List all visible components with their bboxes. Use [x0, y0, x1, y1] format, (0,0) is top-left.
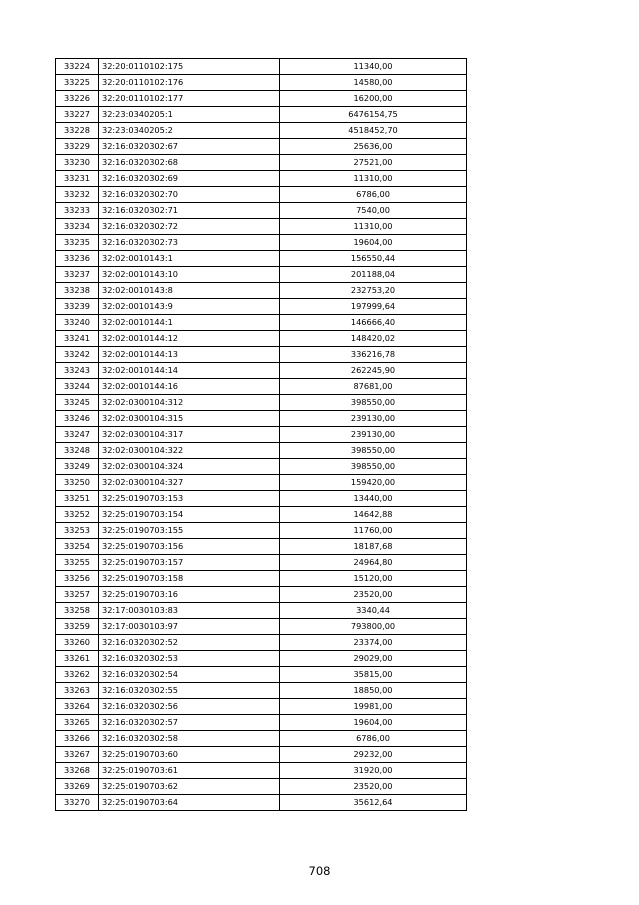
value-cell: 19981,00 [280, 699, 467, 715]
value-cell: 239130,00 [280, 427, 467, 443]
value-cell: 16200,00 [280, 91, 467, 107]
table-row [56, 139, 467, 155]
value-cell: 23520,00 [280, 587, 467, 603]
cadastral-number-cell: 32:02:0010143:8 [99, 283, 280, 299]
cadastral-number-cell: 32:16:0320302:54 [99, 667, 280, 683]
table-row [56, 667, 467, 683]
value-cell: 31920,00 [280, 763, 467, 779]
cadastral-number-cell: 32:25:0190703:153 [99, 491, 280, 507]
value-cell: 27521,00 [280, 155, 467, 171]
value-cell: 18850,00 [280, 683, 467, 699]
value-cell: 4518452,70 [280, 123, 467, 139]
value-cell: 146666,40 [280, 315, 467, 331]
cadastral-number-cell: 32:02:0010143:1 [99, 251, 280, 267]
row-number-cell: 33253 [56, 523, 99, 539]
table-row [56, 619, 467, 635]
data-table [55, 58, 467, 811]
value-cell: 23374,00 [280, 635, 467, 651]
cadastral-number-cell: 32:25:0190703:158 [99, 571, 280, 587]
cadastral-number-cell: 32:25:0190703:60 [99, 747, 280, 763]
table-row [56, 91, 467, 107]
row-number-cell: 33236 [56, 251, 99, 267]
row-number-cell: 33259 [56, 619, 99, 635]
table-row [56, 187, 467, 203]
table-row [56, 795, 467, 811]
value-cell: 262245,90 [280, 363, 467, 379]
table-body [56, 59, 467, 811]
table-row [56, 251, 467, 267]
cadastral-number-cell: 32:25:0190703:62 [99, 779, 280, 795]
table-row [56, 107, 467, 123]
value-cell: 156550,44 [280, 251, 467, 267]
value-cell: 35612,64 [280, 795, 467, 811]
cadastral-number-cell: 32:16:0320302:68 [99, 155, 280, 171]
cadastral-number-cell: 32:16:0320302:57 [99, 715, 280, 731]
row-number-cell: 33233 [56, 203, 99, 219]
cadastral-number-cell: 32:16:0320302:72 [99, 219, 280, 235]
table-row [56, 123, 467, 139]
row-number-cell: 33240 [56, 315, 99, 331]
cadastral-number-cell: 32:16:0320302:58 [99, 731, 280, 747]
value-cell: 6476154,75 [280, 107, 467, 123]
value-cell: 159420,00 [280, 475, 467, 491]
page-number: 708 [308, 864, 331, 878]
cadastral-number-cell: 32:02:0300104:324 [99, 459, 280, 475]
cadastral-number-cell: 32:16:0320302:56 [99, 699, 280, 715]
row-number-cell: 33266 [56, 731, 99, 747]
cadastral-number-cell: 32:02:0010144:14 [99, 363, 280, 379]
cadastral-number-cell: 32:25:0190703:61 [99, 763, 280, 779]
cadastral-number-cell: 32:23:0340205:1 [99, 107, 280, 123]
row-number-cell: 33246 [56, 411, 99, 427]
value-cell: 25636,00 [280, 139, 467, 155]
cadastral-number-cell: 32:02:0010144:16 [99, 379, 280, 395]
value-cell: 15120,00 [280, 571, 467, 587]
row-number-cell: 33235 [56, 235, 99, 251]
table-row [56, 635, 467, 651]
value-cell: 793800,00 [280, 619, 467, 635]
value-cell: 398550,00 [280, 395, 467, 411]
table-row [56, 699, 467, 715]
row-number-cell: 33269 [56, 779, 99, 795]
value-cell: 11340,00 [280, 59, 467, 75]
table-row [56, 475, 467, 491]
cadastral-number-cell: 32:02:0300104:327 [99, 475, 280, 491]
cadastral-number-cell: 32:02:0010143:10 [99, 267, 280, 283]
row-number-cell: 33257 [56, 587, 99, 603]
cadastral-number-cell: 32:16:0320302:70 [99, 187, 280, 203]
cadastral-number-cell: 32:17:0030103:83 [99, 603, 280, 619]
table-row [56, 683, 467, 699]
value-cell: 87681,00 [280, 379, 467, 395]
cadastral-number-cell: 32:16:0320302:73 [99, 235, 280, 251]
value-cell: 7540,00 [280, 203, 467, 219]
value-cell: 6786,00 [280, 731, 467, 747]
table-row [56, 651, 467, 667]
row-number-cell: 33250 [56, 475, 99, 491]
table-row [56, 299, 467, 315]
value-cell: 19604,00 [280, 715, 467, 731]
row-number-cell: 33249 [56, 459, 99, 475]
table-row [56, 155, 467, 171]
table-row [56, 555, 467, 571]
cadastral-number-cell: 32:02:0010144:1 [99, 315, 280, 331]
value-cell: 11310,00 [280, 171, 467, 187]
row-number-cell: 33261 [56, 651, 99, 667]
table-row [56, 571, 467, 587]
row-number-cell: 33244 [56, 379, 99, 395]
value-cell: 6786,00 [280, 187, 467, 203]
cadastral-number-cell: 32:25:0190703:16 [99, 587, 280, 603]
row-number-cell: 33229 [56, 139, 99, 155]
row-number-cell: 33252 [56, 507, 99, 523]
row-number-cell: 33226 [56, 91, 99, 107]
cadastral-number-cell: 32:16:0320302:53 [99, 651, 280, 667]
cadastral-number-cell: 32:25:0190703:156 [99, 539, 280, 555]
row-number-cell: 33243 [56, 363, 99, 379]
row-number-cell: 33260 [56, 635, 99, 651]
table-row [56, 507, 467, 523]
value-cell: 18187,68 [280, 539, 467, 555]
row-number-cell: 33263 [56, 683, 99, 699]
cadastral-number-cell: 32:16:0320302:55 [99, 683, 280, 699]
value-cell: 239130,00 [280, 411, 467, 427]
table-row [56, 763, 467, 779]
cadastral-number-cell: 32:16:0320302:71 [99, 203, 280, 219]
table-row [56, 715, 467, 731]
table-row [56, 587, 467, 603]
table-row [56, 267, 467, 283]
cadastral-number-cell: 32:02:0010144:13 [99, 347, 280, 363]
table-row [56, 747, 467, 763]
cadastral-number-cell: 32:20:0110102:175 [99, 59, 280, 75]
cadastral-number-cell: 32:16:0320302:67 [99, 139, 280, 155]
value-cell: 24964,80 [280, 555, 467, 571]
cadastral-number-cell: 32:02:0300104:315 [99, 411, 280, 427]
row-number-cell: 33264 [56, 699, 99, 715]
cadastral-number-cell: 32:16:0320302:69 [99, 171, 280, 187]
row-number-cell: 33242 [56, 347, 99, 363]
row-number-cell: 33230 [56, 155, 99, 171]
cadastral-number-cell: 32:25:0190703:157 [99, 555, 280, 571]
table-row [56, 779, 467, 795]
table-row [56, 363, 467, 379]
row-number-cell: 33268 [56, 763, 99, 779]
table-row [56, 459, 467, 475]
table-row [56, 443, 467, 459]
row-number-cell: 33227 [56, 107, 99, 123]
value-cell: 14642,88 [280, 507, 467, 523]
row-number-cell: 33232 [56, 187, 99, 203]
row-number-cell: 33254 [56, 539, 99, 555]
cadastral-number-cell: 32:25:0190703:64 [99, 795, 280, 811]
table-row [56, 235, 467, 251]
table-row [56, 171, 467, 187]
value-cell: 201188,04 [280, 267, 467, 283]
row-number-cell: 33267 [56, 747, 99, 763]
cadastral-number-cell: 32:23:0340205:2 [99, 123, 280, 139]
value-cell: 11760,00 [280, 523, 467, 539]
cadastral-number-cell: 32:17:0030103:97 [99, 619, 280, 635]
value-cell: 398550,00 [280, 443, 467, 459]
table-row [56, 491, 467, 507]
row-number-cell: 33241 [56, 331, 99, 347]
cadastral-number-cell: 32:25:0190703:155 [99, 523, 280, 539]
table-row [56, 315, 467, 331]
cadastral-number-cell: 32:25:0190703:154 [99, 507, 280, 523]
value-cell: 13440,00 [280, 491, 467, 507]
row-number-cell: 33251 [56, 491, 99, 507]
row-number-cell: 33270 [56, 795, 99, 811]
row-number-cell: 33247 [56, 427, 99, 443]
row-number-cell: 33225 [56, 75, 99, 91]
value-cell: 148420,02 [280, 331, 467, 347]
row-number-cell: 33248 [56, 443, 99, 459]
value-cell: 29029,00 [280, 651, 467, 667]
row-number-cell: 33224 [56, 59, 99, 75]
table-row [56, 219, 467, 235]
row-number-cell: 33245 [56, 395, 99, 411]
value-cell: 197999,64 [280, 299, 467, 315]
value-cell: 11310,00 [280, 219, 467, 235]
cadastral-number-cell: 32:20:0110102:176 [99, 75, 280, 91]
value-cell: 19604,00 [280, 235, 467, 251]
table-row [56, 523, 467, 539]
row-number-cell: 33231 [56, 171, 99, 187]
table-row [56, 283, 467, 299]
table-row [56, 331, 467, 347]
row-number-cell: 33238 [56, 283, 99, 299]
value-cell: 35815,00 [280, 667, 467, 683]
row-number-cell: 33265 [56, 715, 99, 731]
cadastral-number-cell: 32:02:0300104:317 [99, 427, 280, 443]
row-number-cell: 33262 [56, 667, 99, 683]
table-row [56, 379, 467, 395]
value-cell: 336216,78 [280, 347, 467, 363]
value-cell: 29232,00 [280, 747, 467, 763]
value-cell: 398550,00 [280, 459, 467, 475]
cadastral-number-cell: 32:16:0320302:52 [99, 635, 280, 651]
value-cell: 3340,44 [280, 603, 467, 619]
row-number-cell: 33237 [56, 267, 99, 283]
row-number-cell: 33256 [56, 571, 99, 587]
table-row [56, 539, 467, 555]
row-number-cell: 33234 [56, 219, 99, 235]
table-row [56, 427, 467, 443]
row-number-cell: 33258 [56, 603, 99, 619]
cadastral-number-cell: 32:02:0010143:9 [99, 299, 280, 315]
row-number-cell: 33228 [56, 123, 99, 139]
table-row [56, 395, 467, 411]
table-row [56, 411, 467, 427]
cadastral-number-cell: 32:02:0300104:312 [99, 395, 280, 411]
cadastral-number-cell: 32:02:0300104:322 [99, 443, 280, 459]
row-number-cell: 33255 [56, 555, 99, 571]
value-cell: 232753,20 [280, 283, 467, 299]
table-row [56, 603, 467, 619]
value-cell: 23520,00 [280, 779, 467, 795]
table-row [56, 59, 467, 75]
table-row [56, 731, 467, 747]
cadastral-number-cell: 32:02:0010144:12 [99, 331, 280, 347]
cadastral-number-cell: 32:20:0110102:177 [99, 91, 280, 107]
table-row [56, 75, 467, 91]
value-cell: 14580,00 [280, 75, 467, 91]
table-row [56, 203, 467, 219]
table-row [56, 347, 467, 363]
row-number-cell: 33239 [56, 299, 99, 315]
